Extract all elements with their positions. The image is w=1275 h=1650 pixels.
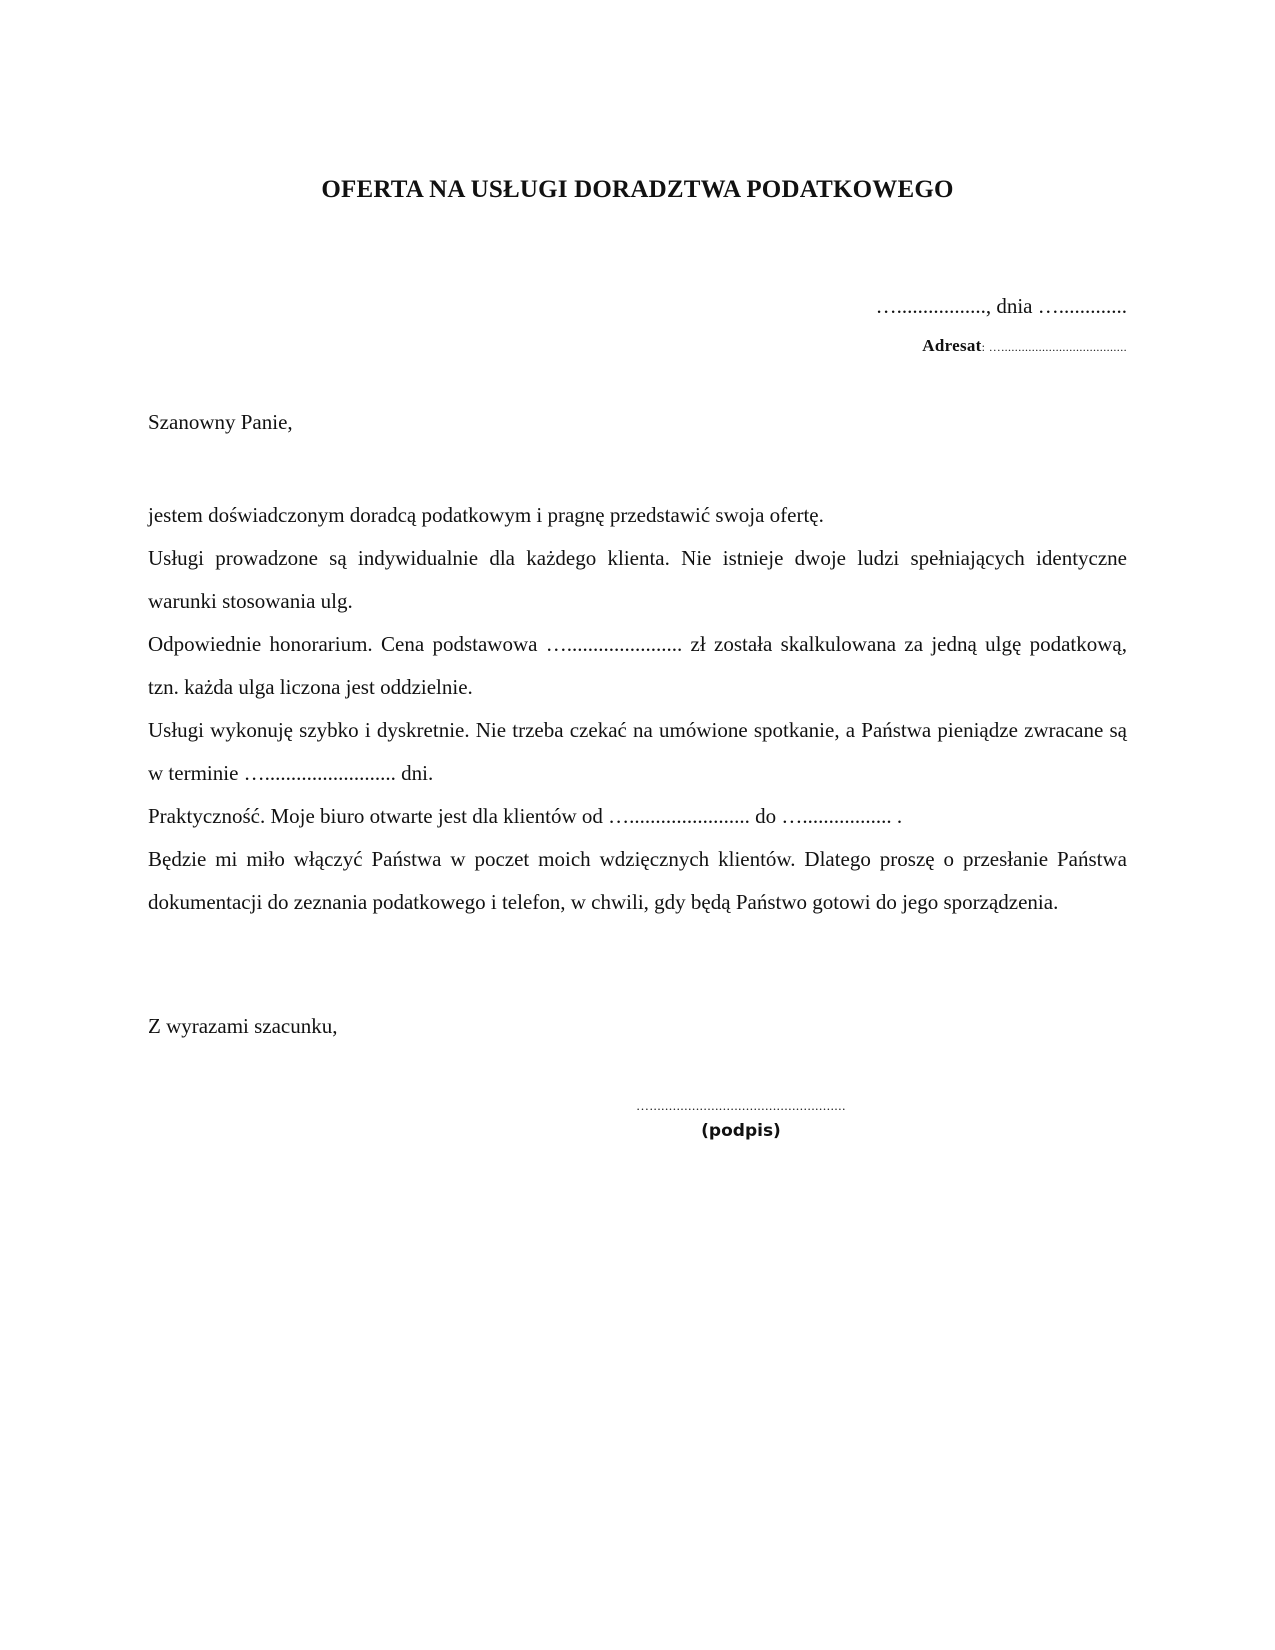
paragraph: jestem doświadczonym doradcą podatkowym i pragnę przedstawić swoja ofertę.	[148, 503, 824, 527]
signature-label: (podpis)	[701, 1121, 781, 1141]
paragraph: Będzie mi miło włączyć Państwa w poczet moich wdzięcznych klientów. Dlatego proszę o przesłanie Państwa dokumentacji do zeznania podatkowego i telefon, w chwili, gdy będą Państwo gotowi do jego sporządzenia.	[148, 847, 1127, 914]
document-title: OFERTA NA USŁUGI DORADZTWA PODATKOWEGO	[321, 176, 954, 203]
address-line	[700, 336, 1127, 356]
paragraph: Odpowiednie honorarium. Cena podstawowa …...................... zł została skalkulowana za jedną ulgę podatkową, tzn. każda ulga liczona jest oddzielnie.	[148, 632, 1127, 699]
paragraph: Usługi wykonuję szybko i dyskretnie. Nie trzeba czekać na umówione spotkanie, a Państwa pieniądze zwracane są w terminie …......................... dni.	[148, 718, 1127, 785]
salutation: Szanowny Panie,	[148, 410, 293, 434]
paragraph: Usługi prowadzone są indywidualnie dla każdego klienta. Nie istnieje dwoje ludzi spełniających identyczne warunki stosowania ulg.	[148, 546, 1127, 613]
letter-body	[148, 494, 1127, 924]
date-line: …................., dnia ….............	[875, 294, 1127, 318]
closing: Z wyrazami szacunku,	[148, 1014, 338, 1038]
signature-line: …...................................................	[636, 1098, 846, 1113]
address-value: : ….....................................	[981, 340, 1127, 354]
paragraph: Praktyczność. Moje biuro otwarte jest dla klientów od …....................... do …................. .	[148, 804, 903, 828]
address-label: Adresat	[922, 336, 982, 355]
